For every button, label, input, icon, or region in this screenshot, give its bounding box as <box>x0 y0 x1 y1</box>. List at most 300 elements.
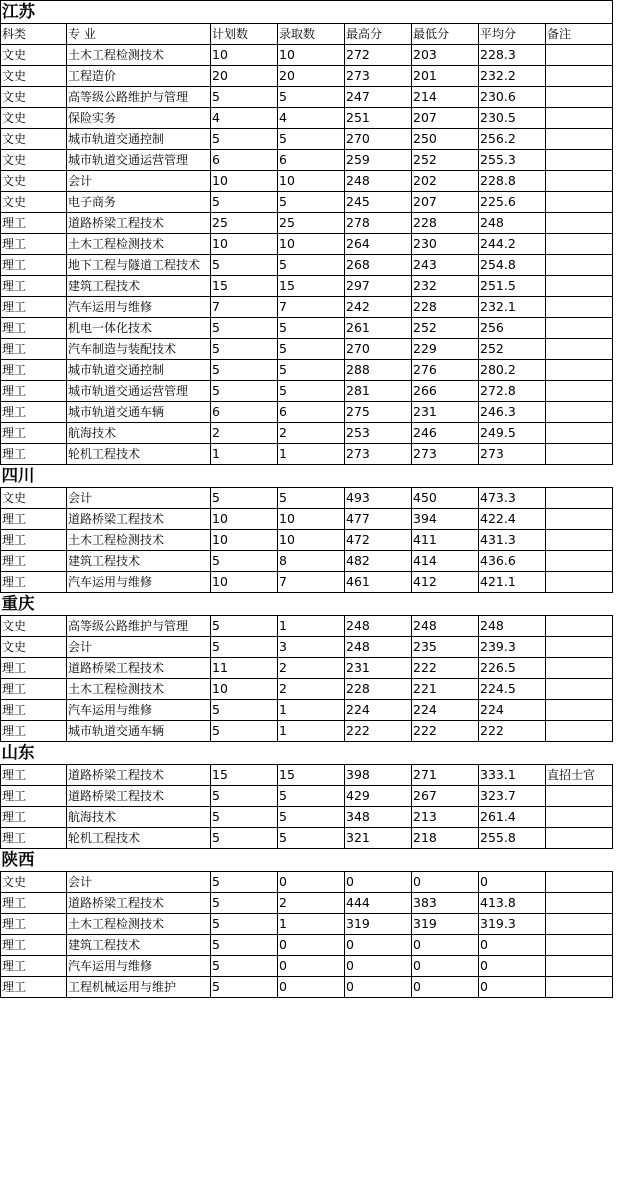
table-cell: 电子商务 <box>67 192 211 213</box>
table-cell: 理工 <box>1 318 67 339</box>
table-cell: 394 <box>412 509 479 530</box>
table-cell: 0 <box>479 935 546 956</box>
province-heading-row <box>1 465 613 488</box>
table-cell: 土木工程检测技术 <box>67 234 211 255</box>
table-row <box>1 318 613 339</box>
table-cell: 218 <box>412 828 479 849</box>
column-header: 平均分 <box>479 24 546 45</box>
table-cell: 248 <box>345 171 412 192</box>
table-cell: 412 <box>412 572 479 593</box>
table-row <box>1 360 613 381</box>
table-cell: 228.3 <box>479 45 546 66</box>
table-cell: 273 <box>345 66 412 87</box>
table-cell: 10 <box>211 171 278 192</box>
table-cell: 5 <box>211 700 278 721</box>
table-row <box>1 721 613 742</box>
table-cell: 0 <box>479 872 546 893</box>
table-row <box>1 171 613 192</box>
table-cell: 3 <box>278 637 345 658</box>
table-cell: 7 <box>278 297 345 318</box>
table-cell: 保险实务 <box>67 108 211 129</box>
table-cell <box>546 129 613 150</box>
table-cell: 4 <box>211 108 278 129</box>
table-cell: 0 <box>345 977 412 998</box>
column-header: 最低分 <box>412 24 479 45</box>
column-header: 备注 <box>546 24 613 45</box>
table-cell: 5 <box>211 786 278 807</box>
column-header: 录取数 <box>278 24 345 45</box>
table-cell: 10 <box>211 530 278 551</box>
table-cell: 理工 <box>1 234 67 255</box>
table-cell: 城市轨道交通车辆 <box>67 402 211 423</box>
table-cell: 267 <box>412 786 479 807</box>
table-cell: 273 <box>479 444 546 465</box>
table-cell <box>546 893 613 914</box>
table-cell: 航海技术 <box>67 423 211 444</box>
table-cell: 207 <box>412 108 479 129</box>
table-row <box>1 234 613 255</box>
table-cell: 理工 <box>1 551 67 572</box>
table-row <box>1 45 613 66</box>
table-cell: 理工 <box>1 572 67 593</box>
table-cell: 汽车运用与维修 <box>67 297 211 318</box>
table-cell: 0 <box>345 956 412 977</box>
table-cell: 270 <box>345 339 412 360</box>
table-cell: 0 <box>278 935 345 956</box>
province-heading-row <box>1 1 613 24</box>
table-row <box>1 87 613 108</box>
table-cell: 228 <box>412 213 479 234</box>
table-cell: 5 <box>211 488 278 509</box>
table-cell: 224.5 <box>479 679 546 700</box>
table-cell: 理工 <box>1 765 67 786</box>
table-cell: 道路桥梁工程技术 <box>67 213 211 234</box>
province-heading-row <box>1 593 613 616</box>
table-cell: 10 <box>278 530 345 551</box>
table-row <box>1 828 613 849</box>
table-row <box>1 616 613 637</box>
table-cell: 228 <box>412 297 479 318</box>
table-cell: 224 <box>479 700 546 721</box>
table-cell: 理工 <box>1 679 67 700</box>
table-cell: 249.5 <box>479 423 546 444</box>
table-cell: 5 <box>211 87 278 108</box>
table-cell: 文史 <box>1 45 67 66</box>
table-cell: 477 <box>345 509 412 530</box>
table-cell: 1 <box>278 914 345 935</box>
table-cell: 493 <box>345 488 412 509</box>
table-cell: 251.5 <box>479 276 546 297</box>
table-cell <box>546 234 613 255</box>
table-cell: 413.8 <box>479 893 546 914</box>
table-cell: 道路桥梁工程技术 <box>67 509 211 530</box>
table-cell: 0 <box>412 872 479 893</box>
table-cell: 5 <box>211 956 278 977</box>
table-cell: 5 <box>211 872 278 893</box>
table-row <box>1 402 613 423</box>
table-cell: 土木工程检测技术 <box>67 45 211 66</box>
table-cell: 城市轨道交通控制 <box>67 129 211 150</box>
province-title: 江苏 <box>1 1 613 24</box>
table-cell: 0 <box>345 872 412 893</box>
table-cell: 224 <box>412 700 479 721</box>
table-cell: 11 <box>211 658 278 679</box>
table-cell: 5 <box>278 129 345 150</box>
table-cell: 4 <box>278 108 345 129</box>
table-cell: 高等级公路维护与管理 <box>67 87 211 108</box>
table-cell <box>546 297 613 318</box>
table-cell: 252 <box>412 150 479 171</box>
table-cell: 5 <box>278 360 345 381</box>
table-cell <box>546 339 613 360</box>
table-row <box>1 423 613 444</box>
table-cell: 6 <box>211 150 278 171</box>
table-cell <box>546 360 613 381</box>
column-header-row <box>1 24 613 45</box>
table-cell: 288 <box>345 360 412 381</box>
table-cell: 25 <box>278 213 345 234</box>
table-cell: 10 <box>278 509 345 530</box>
table-cell: 25 <box>211 213 278 234</box>
table-cell: 15 <box>278 276 345 297</box>
table-cell: 222 <box>345 721 412 742</box>
table-cell: 理工 <box>1 893 67 914</box>
table-cell: 232.1 <box>479 297 546 318</box>
table-cell: 0 <box>278 956 345 977</box>
table-cell: 地下工程与隧道工程技术 <box>67 255 211 276</box>
table-cell: 5 <box>278 381 345 402</box>
table-row <box>1 637 613 658</box>
province-heading-row <box>1 742 613 765</box>
table-cell: 268 <box>345 255 412 276</box>
table-cell: 土木工程检测技术 <box>67 679 211 700</box>
column-header: 计划数 <box>211 24 278 45</box>
table-cell: 255.3 <box>479 150 546 171</box>
table-cell <box>546 276 613 297</box>
table-cell <box>546 828 613 849</box>
column-header: 专 业 <box>67 24 211 45</box>
table-cell: 421.1 <box>479 572 546 593</box>
table-cell: 会计 <box>67 872 211 893</box>
table-cell: 414 <box>412 551 479 572</box>
table-cell: 文史 <box>1 616 67 637</box>
table-row <box>1 700 613 721</box>
table-cell: 会计 <box>67 171 211 192</box>
table-cell: 6 <box>278 150 345 171</box>
table-cell: 436.6 <box>479 551 546 572</box>
table-cell: 276 <box>412 360 479 381</box>
province-title: 四川 <box>1 465 613 488</box>
table-cell: 8 <box>278 551 345 572</box>
column-header: 科类 <box>1 24 67 45</box>
table-cell: 251 <box>345 108 412 129</box>
table-cell: 213 <box>412 807 479 828</box>
province-title: 重庆 <box>1 593 613 616</box>
table-cell: 5 <box>278 488 345 509</box>
table-cell: 文史 <box>1 150 67 171</box>
table-cell: 1 <box>278 721 345 742</box>
table-cell: 文史 <box>1 108 67 129</box>
table-cell: 工程造价 <box>67 66 211 87</box>
table-cell <box>546 977 613 998</box>
table-row <box>1 150 613 171</box>
table-cell: 229 <box>412 339 479 360</box>
table-cell: 246 <box>412 423 479 444</box>
table-cell: 5 <box>211 255 278 276</box>
table-cell: 1 <box>278 700 345 721</box>
table-cell: 文史 <box>1 872 67 893</box>
table-cell: 5 <box>211 977 278 998</box>
table-cell: 230.6 <box>479 87 546 108</box>
table-cell <box>546 488 613 509</box>
table-cell: 5 <box>278 807 345 828</box>
table-cell <box>546 150 613 171</box>
table-cell <box>546 192 613 213</box>
table-cell <box>546 637 613 658</box>
table-cell: 理工 <box>1 339 67 360</box>
table-cell: 文史 <box>1 87 67 108</box>
table-cell: 6 <box>278 402 345 423</box>
table-cell: 7 <box>211 297 278 318</box>
table-cell: 5 <box>211 637 278 658</box>
table-row <box>1 297 613 318</box>
table-cell: 理工 <box>1 297 67 318</box>
table-cell: 理工 <box>1 255 67 276</box>
table-cell: 航海技术 <box>67 807 211 828</box>
table-cell: 理工 <box>1 700 67 721</box>
table-cell: 10 <box>278 171 345 192</box>
table-row <box>1 444 613 465</box>
table-cell: 5 <box>211 129 278 150</box>
table-cell: 429 <box>345 786 412 807</box>
table-cell: 5 <box>211 192 278 213</box>
table-cell: 472 <box>345 530 412 551</box>
table-cell: 土木工程检测技术 <box>67 530 211 551</box>
table-row <box>1 658 613 679</box>
table-row <box>1 488 613 509</box>
table-cell: 轮机工程技术 <box>67 828 211 849</box>
table-cell: 230 <box>412 234 479 255</box>
table-cell: 理工 <box>1 509 67 530</box>
table-cell: 机电一体化技术 <box>67 318 211 339</box>
table-cell: 15 <box>211 276 278 297</box>
table-cell: 15 <box>278 765 345 786</box>
table-cell: 0 <box>479 977 546 998</box>
table-cell: 汽车运用与维修 <box>67 700 211 721</box>
table-cell: 5 <box>278 828 345 849</box>
table-cell: 5 <box>278 255 345 276</box>
table-cell: 255.8 <box>479 828 546 849</box>
table-cell: 222 <box>479 721 546 742</box>
table-cell: 450 <box>412 488 479 509</box>
table-cell: 261.4 <box>479 807 546 828</box>
table-cell: 232 <box>412 276 479 297</box>
table-cell: 239.3 <box>479 637 546 658</box>
table-row <box>1 129 613 150</box>
table-cell: 高等级公路维护与管理 <box>67 616 211 637</box>
table-cell: 319 <box>345 914 412 935</box>
table-row <box>1 679 613 700</box>
table-cell: 建筑工程技术 <box>67 551 211 572</box>
table-cell: 0 <box>278 977 345 998</box>
table-cell: 理工 <box>1 360 67 381</box>
table-cell: 248 <box>345 616 412 637</box>
table-cell: 5 <box>211 807 278 828</box>
table-cell: 文史 <box>1 66 67 87</box>
table-cell: 323.7 <box>479 786 546 807</box>
table-cell: 253 <box>345 423 412 444</box>
table-cell <box>546 530 613 551</box>
table-cell: 261 <box>345 318 412 339</box>
table-row <box>1 213 613 234</box>
table-cell: 理工 <box>1 956 67 977</box>
table-cell: 214 <box>412 87 479 108</box>
table-cell <box>546 956 613 977</box>
table-cell: 直招士官 <box>546 765 613 786</box>
table-cell: 244.2 <box>479 234 546 255</box>
table-cell: 222 <box>412 658 479 679</box>
table-cell: 203 <box>412 45 479 66</box>
table-cell: 248 <box>479 213 546 234</box>
table-row <box>1 786 613 807</box>
table-cell: 461 <box>345 572 412 593</box>
table-cell: 1 <box>211 444 278 465</box>
table-cell: 256.2 <box>479 129 546 150</box>
table-cell: 理工 <box>1 828 67 849</box>
table-cell: 2 <box>278 423 345 444</box>
table-cell: 319.3 <box>479 914 546 935</box>
table-cell: 5 <box>278 318 345 339</box>
table-cell: 10 <box>211 45 278 66</box>
table-row <box>1 255 613 276</box>
table-cell: 理工 <box>1 721 67 742</box>
table-cell: 文史 <box>1 171 67 192</box>
table-cell: 文史 <box>1 192 67 213</box>
table-cell: 222 <box>412 721 479 742</box>
table-cell: 理工 <box>1 658 67 679</box>
table-cell <box>546 318 613 339</box>
table-cell: 7 <box>278 572 345 593</box>
table-cell: 319 <box>412 914 479 935</box>
table-cell: 278 <box>345 213 412 234</box>
table-cell: 5 <box>278 786 345 807</box>
table-cell: 文史 <box>1 637 67 658</box>
table-cell: 259 <box>345 150 412 171</box>
table-cell: 理工 <box>1 276 67 297</box>
province-title: 山东 <box>1 742 613 765</box>
table-cell: 264 <box>345 234 412 255</box>
table-cell: 272.8 <box>479 381 546 402</box>
table-cell: 文史 <box>1 129 67 150</box>
table-cell: 城市轨道交通车辆 <box>67 721 211 742</box>
table-cell: 城市轨道交通运营管理 <box>67 381 211 402</box>
table-cell <box>546 171 613 192</box>
table-cell <box>546 679 613 700</box>
table-cell: 5 <box>278 192 345 213</box>
table-cell: 5 <box>211 551 278 572</box>
table-cell: 5 <box>211 339 278 360</box>
table-row <box>1 935 613 956</box>
table-cell <box>546 444 613 465</box>
table-cell: 0 <box>412 935 479 956</box>
table-row <box>1 192 613 213</box>
table-cell: 2 <box>211 423 278 444</box>
table-cell: 431.3 <box>479 530 546 551</box>
table-cell: 道路桥梁工程技术 <box>67 786 211 807</box>
table-cell: 0 <box>412 956 479 977</box>
table-cell: 20 <box>278 66 345 87</box>
table-cell: 348 <box>345 807 412 828</box>
table-cell: 会计 <box>67 488 211 509</box>
table-cell: 247 <box>345 87 412 108</box>
table-cell <box>546 872 613 893</box>
table-cell: 5 <box>278 87 345 108</box>
table-cell: 5 <box>211 935 278 956</box>
table-cell: 建筑工程技术 <box>67 276 211 297</box>
table-cell <box>546 700 613 721</box>
table-cell: 231 <box>412 402 479 423</box>
table-cell: 201 <box>412 66 479 87</box>
table-row <box>1 551 613 572</box>
table-cell: 273 <box>412 444 479 465</box>
table-cell: 理工 <box>1 914 67 935</box>
table-cell: 5 <box>211 381 278 402</box>
table-row <box>1 807 613 828</box>
table-cell <box>546 551 613 572</box>
table-cell <box>546 616 613 637</box>
table-cell: 271 <box>412 765 479 786</box>
table-cell: 5 <box>211 914 278 935</box>
table-cell: 1 <box>278 616 345 637</box>
table-cell: 15 <box>211 765 278 786</box>
table-cell: 5 <box>211 318 278 339</box>
table-cell: 汽车运用与维修 <box>67 572 211 593</box>
table-cell: 482 <box>345 551 412 572</box>
table-cell: 272 <box>345 45 412 66</box>
table-cell: 224 <box>345 700 412 721</box>
table-cell <box>546 721 613 742</box>
table-cell: 243 <box>412 255 479 276</box>
province-heading-row <box>1 849 613 872</box>
table-cell: 5 <box>211 360 278 381</box>
table-row <box>1 956 613 977</box>
table-cell: 0 <box>345 935 412 956</box>
table-cell: 道路桥梁工程技术 <box>67 658 211 679</box>
table-cell <box>546 423 613 444</box>
table-cell: 250 <box>412 129 479 150</box>
table-cell: 202 <box>412 171 479 192</box>
table-row <box>1 509 613 530</box>
table-cell: 235 <box>412 637 479 658</box>
table-cell: 理工 <box>1 213 67 234</box>
table-cell <box>546 914 613 935</box>
table-cell: 轮机工程技术 <box>67 444 211 465</box>
table-cell <box>546 45 613 66</box>
table-cell: 248 <box>479 616 546 637</box>
table-cell: 2 <box>278 893 345 914</box>
table-cell: 256 <box>479 318 546 339</box>
table-cell <box>546 658 613 679</box>
table-cell: 228 <box>345 679 412 700</box>
table-cell: 文史 <box>1 488 67 509</box>
table-cell <box>546 213 613 234</box>
table-cell: 5 <box>211 721 278 742</box>
table-cell: 242 <box>345 297 412 318</box>
table-cell: 20 <box>211 66 278 87</box>
table-cell: 5 <box>211 893 278 914</box>
table-cell: 270 <box>345 129 412 150</box>
table-cell: 城市轨道交通运营管理 <box>67 150 211 171</box>
